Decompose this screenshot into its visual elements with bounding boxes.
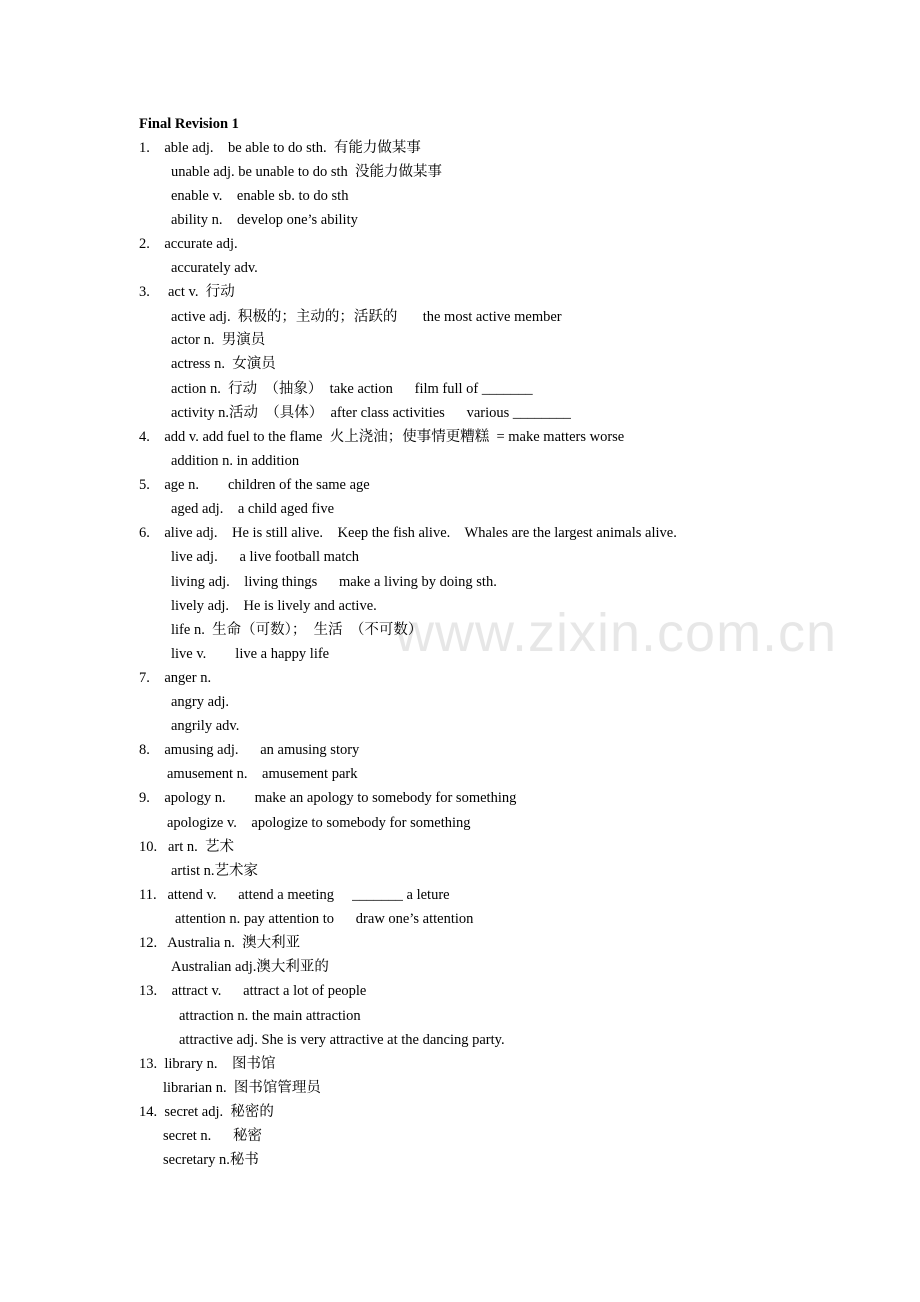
vocab-line: secret n. 秘密	[163, 1128, 263, 1144]
vocab-line: 10. art n. 艺术	[139, 839, 235, 855]
vocab-line: actor n. 男演员	[171, 332, 266, 348]
vocab-line: apologize v. apologize to somebody for something	[167, 815, 471, 831]
vocab-line: secretary n.秘书	[163, 1152, 259, 1168]
vocab-line: 13. attract v. attract a lot of people	[139, 983, 367, 999]
vocab-line: 8. amusing adj. an amusing story	[139, 742, 360, 758]
vocab-line: 7. anger n.	[139, 670, 212, 686]
vocab-line: live v. live a happy life	[171, 646, 330, 662]
vocab-line: live adj. a live football match	[171, 549, 360, 565]
vocab-line: 6. alive adj. He is still alive. Keep the fish alive. Whales are the largest animals alive.	[139, 525, 677, 541]
vocab-line: action n. 行动 （抽象） take action film full of _______	[171, 381, 533, 397]
vocab-line: attention n. pay attention to draw one’s attention	[175, 911, 474, 927]
vocab-line: angry adj.	[171, 694, 229, 710]
vocab-line: aged adj. a child aged five	[171, 501, 335, 517]
vocab-line: angrily adv.	[171, 718, 240, 734]
document-title: Final Revision 1	[139, 116, 239, 132]
vocab-line: actress n. 女演员	[171, 356, 276, 372]
vocab-line: attractive adj. She is very attractive at the dancing party.	[179, 1032, 505, 1048]
vocab-line: enable v. enable sb. to do sth	[171, 188, 349, 204]
vocab-line: unable adj. be unable to do sth 没能力做某事	[171, 164, 443, 180]
vocab-line: 14. secret adj. 秘密的	[139, 1104, 274, 1120]
vocab-line: life n. 生命（可数）； 生活 （不可数）	[171, 622, 423, 638]
vocab-line: 9. apology n. make an apology to somebody for something	[139, 790, 517, 806]
vocab-line: accurately adv.	[171, 260, 258, 276]
vocab-line: 1. able adj. be able to do sth. 有能力做某事	[139, 140, 421, 156]
vocab-line: 3. act v. 行动	[139, 284, 235, 300]
vocab-line: Australian adj.澳大利亚的	[171, 959, 329, 975]
vocab-line: 11. attend v. attend a meeting _______ a leture	[139, 887, 450, 903]
vocab-line: lively adj. He is lively and active.	[171, 598, 377, 614]
vocab-line: addition n. in addition	[171, 453, 300, 469]
vocab-line: 12. Australia n. 澳大利亚	[139, 935, 301, 951]
vocab-line: activity n.活动 （具体） after class activities various ________	[171, 405, 571, 421]
vocab-line: active adj. 积极的；主动的；活跃的 the most active member	[171, 309, 562, 325]
vocab-line: 4. add v. add fuel to the flame 火上浇油；使事情更糟糕 = make matters worse	[139, 429, 625, 445]
vocab-line: ability n. develop one’s ability	[171, 212, 358, 228]
vocab-line: librarian n. 图书馆管理员	[163, 1080, 321, 1096]
vocab-line: living adj. living things make a living by doing sth.	[171, 574, 497, 590]
vocab-line: 5. age n. children of the same age	[139, 477, 370, 493]
vocab-line: artist n.艺术家	[171, 863, 258, 879]
vocab-line: amusement n. amusement park	[167, 766, 358, 782]
vocab-line: 13. library n. 图书馆	[139, 1056, 276, 1072]
vocab-line: attraction n. the main attraction	[179, 1008, 361, 1024]
watermark-text: www.zixin.com.cn	[395, 603, 838, 663]
vocab-line: 2. accurate adj.	[139, 236, 238, 252]
